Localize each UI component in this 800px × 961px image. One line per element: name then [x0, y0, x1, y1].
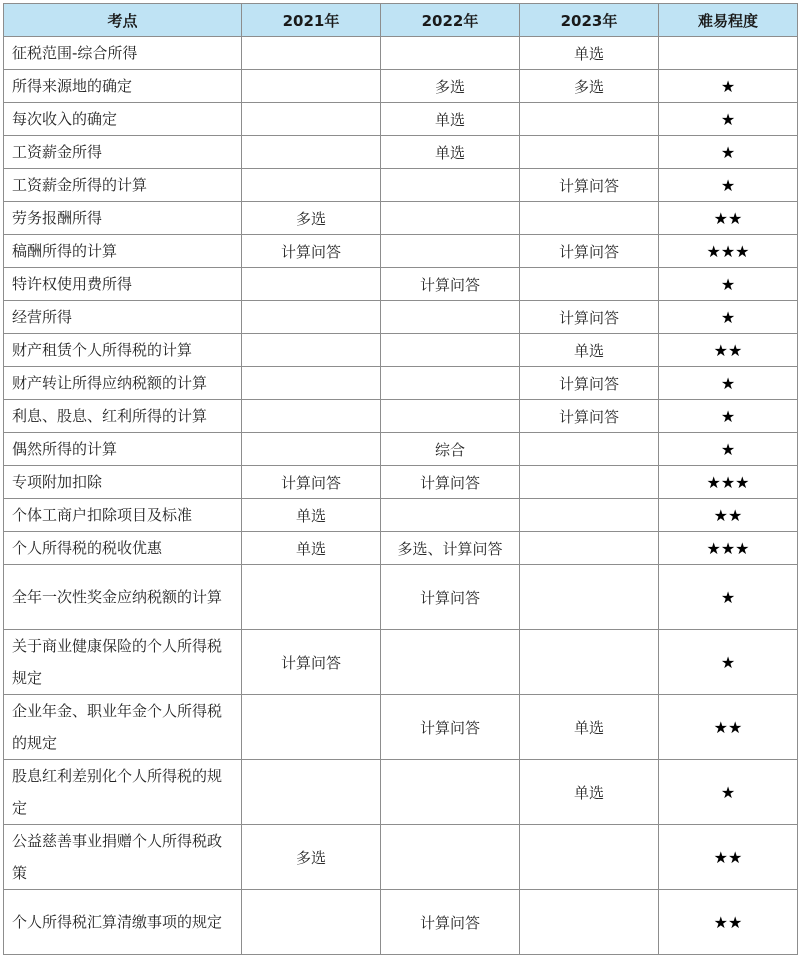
table-row [4, 400, 798, 433]
year-2021-cell [242, 760, 381, 825]
table-row [4, 630, 798, 695]
year-2023-cell [520, 825, 659, 890]
table-row [4, 70, 798, 103]
difficulty-stars: ★ [659, 70, 798, 103]
year-2021-cell: 计算问答 [242, 630, 381, 695]
year-2022-cell [381, 169, 520, 202]
difficulty-stars: ★ [659, 433, 798, 466]
year-2021-cell [242, 433, 381, 466]
year-2022-cell [381, 235, 520, 268]
difficulty-stars: ★ [659, 268, 798, 301]
difficulty-stars: ★ [659, 565, 798, 630]
header-2023: 2023年 [520, 4, 659, 37]
difficulty-stars: ★★★ [659, 466, 798, 499]
topic-cell: 股息红利差别化个人所得税的规定 [4, 760, 242, 825]
table-row [4, 202, 798, 235]
table-row [4, 532, 798, 565]
topic-cell: 利息、股息、红利所得的计算 [4, 400, 242, 433]
difficulty-stars: ★★ [659, 825, 798, 890]
year-2022-cell [381, 301, 520, 334]
year-2021-cell [242, 268, 381, 301]
difficulty-stars: ★★★ [659, 532, 798, 565]
year-2021-cell [242, 37, 381, 70]
exam-points-table-container [3, 3, 797, 955]
year-2022-cell: 单选 [381, 103, 520, 136]
year-2023-cell [520, 103, 659, 136]
year-2022-cell: 计算问答 [381, 565, 520, 630]
difficulty-stars: ★ [659, 169, 798, 202]
year-2022-cell [381, 202, 520, 235]
year-2022-cell: 计算问答 [381, 466, 520, 499]
topic-cell: 个人所得税汇算清缴事项的规定 [4, 890, 242, 955]
year-2022-cell: 综合 [381, 433, 520, 466]
difficulty-stars: ★ [659, 400, 798, 433]
year-2022-cell [381, 400, 520, 433]
difficulty-stars: ★ [659, 301, 798, 334]
year-2022-cell: 计算问答 [381, 268, 520, 301]
year-2022-cell: 计算问答 [381, 695, 520, 760]
topic-cell: 关于商业健康保险的个人所得税规定 [4, 630, 242, 695]
year-2023-cell: 计算问答 [520, 301, 659, 334]
year-2021-cell: 多选 [242, 825, 381, 890]
topic-cell: 特许权使用费所得 [4, 268, 242, 301]
table-row [4, 890, 798, 955]
difficulty-stars: ★★ [659, 499, 798, 532]
table-body [4, 37, 798, 955]
topic-cell: 专项附加扣除 [4, 466, 242, 499]
topic-cell: 征税范围-综合所得 [4, 37, 242, 70]
difficulty-stars: ★ [659, 103, 798, 136]
year-2022-cell: 多选 [381, 70, 520, 103]
difficulty-stars: ★ [659, 630, 798, 695]
difficulty-stars: ★★ [659, 695, 798, 760]
year-2023-cell [520, 890, 659, 955]
year-2021-cell [242, 367, 381, 400]
difficulty-stars: ★★★ [659, 235, 798, 268]
difficulty-stars: ★★ [659, 890, 798, 955]
year-2022-cell: 单选 [381, 136, 520, 169]
year-2021-cell [242, 400, 381, 433]
header-difficulty: 难易程度 [659, 4, 798, 37]
table-row [4, 466, 798, 499]
year-2021-cell [242, 695, 381, 760]
difficulty-stars: ★ [659, 760, 798, 825]
year-2021-cell [242, 169, 381, 202]
table-row [4, 268, 798, 301]
year-2022-cell: 多选、计算问答 [381, 532, 520, 565]
table-row [4, 499, 798, 532]
topic-cell: 全年一次性奖金应纳税额的计算 [4, 565, 242, 630]
year-2023-cell [520, 136, 659, 169]
year-2023-cell [520, 565, 659, 630]
table-row [4, 760, 798, 825]
year-2023-cell: 单选 [520, 37, 659, 70]
table-row [4, 301, 798, 334]
year-2021-cell [242, 890, 381, 955]
difficulty-stars: ★★ [659, 202, 798, 235]
table-header-row [4, 4, 798, 37]
header-topic: 考点 [4, 4, 242, 37]
year-2022-cell [381, 630, 520, 695]
topic-cell: 财产转让所得应纳税额的计算 [4, 367, 242, 400]
year-2023-cell: 单选 [520, 695, 659, 760]
topic-cell: 个体工商户扣除项目及标准 [4, 499, 242, 532]
year-2022-cell [381, 334, 520, 367]
exam-points-table [3, 3, 798, 955]
topic-cell: 个人所得税的税收优惠 [4, 532, 242, 565]
topic-cell: 工资薪金所得的计算 [4, 169, 242, 202]
table-row [4, 695, 798, 760]
year-2021-cell: 单选 [242, 499, 381, 532]
header-2021: 2021年 [242, 4, 381, 37]
difficulty-stars [659, 37, 798, 70]
topic-cell: 经营所得 [4, 301, 242, 334]
year-2022-cell [381, 825, 520, 890]
year-2021-cell [242, 103, 381, 136]
year-2022-cell [381, 499, 520, 532]
year-2022-cell [381, 760, 520, 825]
year-2021-cell [242, 301, 381, 334]
year-2021-cell: 单选 [242, 532, 381, 565]
year-2023-cell: 单选 [520, 334, 659, 367]
difficulty-stars: ★★ [659, 334, 798, 367]
table-row [4, 136, 798, 169]
table-row [4, 825, 798, 890]
table-row [4, 334, 798, 367]
difficulty-stars: ★ [659, 367, 798, 400]
year-2023-cell [520, 532, 659, 565]
year-2023-cell: 计算问答 [520, 367, 659, 400]
topic-cell: 每次收入的确定 [4, 103, 242, 136]
year-2021-cell [242, 70, 381, 103]
year-2023-cell: 计算问答 [520, 169, 659, 202]
year-2023-cell: 多选 [520, 70, 659, 103]
header-2022: 2022年 [381, 4, 520, 37]
year-2022-cell: 计算问答 [381, 890, 520, 955]
year-2023-cell [520, 499, 659, 532]
year-2021-cell [242, 334, 381, 367]
topic-cell: 工资薪金所得 [4, 136, 242, 169]
year-2021-cell [242, 565, 381, 630]
table-row [4, 103, 798, 136]
year-2023-cell: 计算问答 [520, 235, 659, 268]
year-2021-cell: 多选 [242, 202, 381, 235]
table-row [4, 169, 798, 202]
difficulty-stars: ★ [659, 136, 798, 169]
table-row [4, 367, 798, 400]
topic-cell: 财产租赁个人所得税的计算 [4, 334, 242, 367]
year-2023-cell [520, 268, 659, 301]
year-2023-cell [520, 466, 659, 499]
topic-cell: 稿酬所得的计算 [4, 235, 242, 268]
year-2023-cell: 单选 [520, 760, 659, 825]
topic-cell: 偶然所得的计算 [4, 433, 242, 466]
year-2023-cell [520, 433, 659, 466]
topic-cell: 公益慈善事业捐赠个人所得税政策 [4, 825, 242, 890]
topic-cell: 所得来源地的确定 [4, 70, 242, 103]
year-2023-cell: 计算问答 [520, 400, 659, 433]
year-2021-cell: 计算问答 [242, 235, 381, 268]
table-row [4, 37, 798, 70]
table-row [4, 565, 798, 630]
topic-cell: 企业年金、职业年金个人所得税的规定 [4, 695, 242, 760]
year-2023-cell [520, 630, 659, 695]
year-2023-cell [520, 202, 659, 235]
table-row [4, 235, 798, 268]
year-2022-cell [381, 37, 520, 70]
year-2021-cell: 计算问答 [242, 466, 381, 499]
year-2022-cell [381, 367, 520, 400]
table-row [4, 433, 798, 466]
year-2021-cell [242, 136, 381, 169]
topic-cell: 劳务报酬所得 [4, 202, 242, 235]
